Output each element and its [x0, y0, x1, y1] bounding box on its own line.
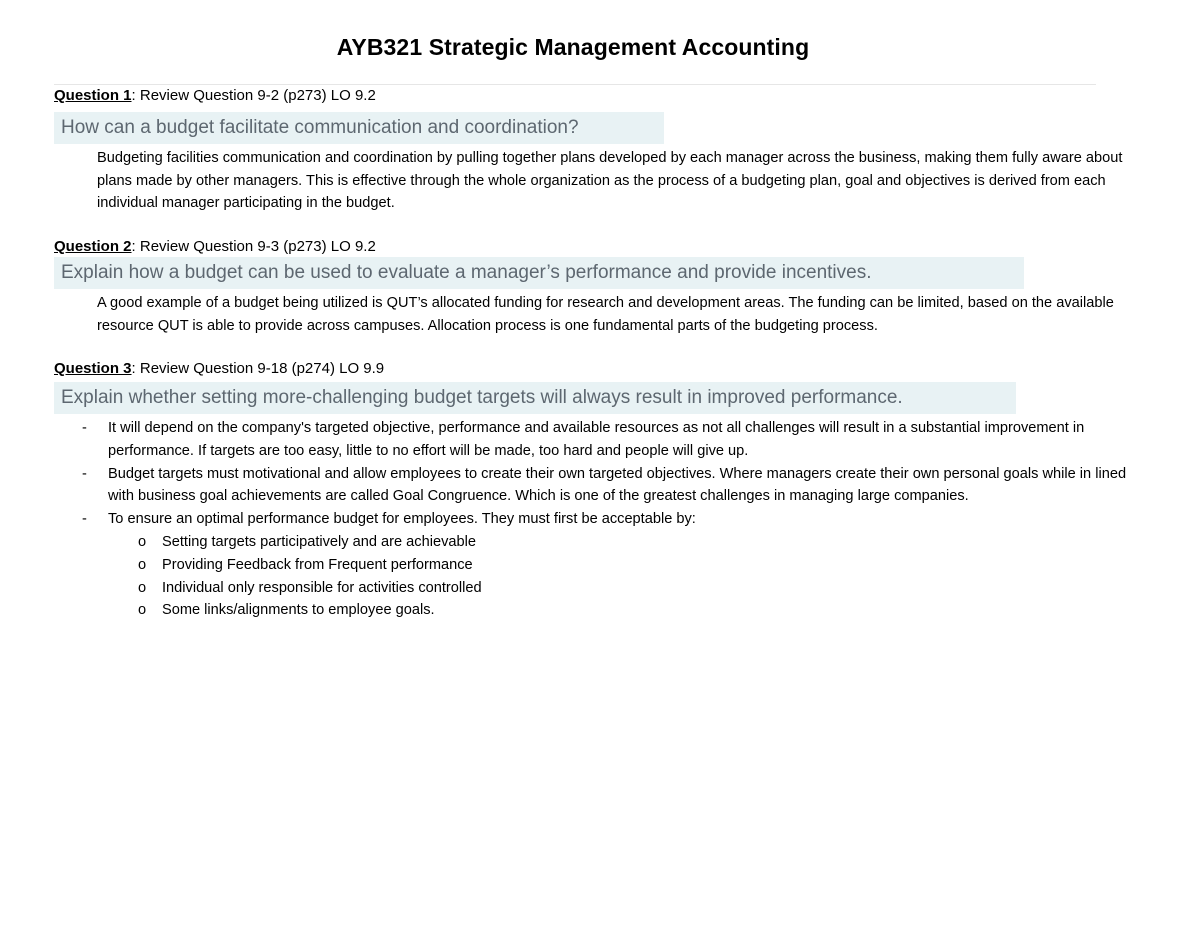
bullet-marker: - [82, 465, 87, 482]
question-3-heading [54, 360, 384, 377]
sub-list-item [108, 599, 1151, 622]
sub-list-item [108, 531, 1151, 554]
list-item [76, 463, 1151, 509]
sub-list-item [108, 554, 1151, 577]
question-3-label: Question 3 [54, 360, 132, 377]
sub-list-item [108, 577, 1151, 600]
bullet-marker: - [82, 511, 87, 528]
question-3-reference: Review Question 9-18 (p274) LO 9.9 [135, 360, 385, 377]
question-2-answer: A good example of a budget being utilized is QUT’s allocated funding for research and development areas. The funding can be limited, based on the available resource QUT is able to provide across campuses. Allocation process is one fundamental parts of the budgeting process. [97, 295, 1114, 334]
question-2-reference: Review Question 9-3 (p273) LO 9.2 [135, 238, 376, 255]
question-3-answer-list [76, 417, 1151, 622]
document-title: AYB321 Strategic Management Accounting [336, 34, 810, 60]
sub-bullet-marker: o [138, 579, 147, 596]
question-2-colon: : [131, 238, 136, 255]
question-1-reference: Review Question 9-2 (p273) LO 9.2 [135, 87, 376, 104]
question-2-label: Question 2 [54, 238, 132, 255]
sub-bullet-marker: o [138, 602, 147, 619]
list-item [76, 508, 1151, 622]
question-3-prompt: Explain whether setting more-challenging budget targets will always result in improved performance. [54, 382, 1016, 414]
sub-list-item-text: Individual only responsible for activities controlled [162, 579, 482, 596]
bullet-marker: - [82, 420, 87, 436]
question-1-prompt: How can a budget facilitate communication and coordination? [54, 112, 664, 144]
list-item-text: Budget targets must motivational and allow employees to create their own targeted objectives. Where managers create their own personal goals while in lined with business goal achievements are called Goal Congruence. Which is one of the greatest challenges in managing large companies. [108, 465, 1127, 505]
title-divider [54, 84, 1096, 85]
sub-bullet-marker: o [138, 556, 147, 573]
question-1-colon: : [131, 87, 136, 104]
list-item-text: To ensure an optimal performance budget for employees. They must first be acceptable by: [108, 511, 696, 528]
list-item-text: It will depend on the company's targeted objective, performance and available resources as not all challenges will result in a substantial improvement in performance. If targets are too easy, little to no effort will be made, too hard and people will give up. [108, 420, 1085, 459]
question-1-heading [54, 87, 376, 104]
sub-list-item-text: Providing Feedback from Frequent performance [162, 556, 473, 573]
sub-list [108, 531, 1151, 622]
question-1-label: Question 1 [54, 87, 132, 104]
question-2-heading [54, 238, 376, 255]
sub-list-item-text: Setting targets participatively and are achievable [162, 533, 476, 550]
question-2-prompt: Explain how a budget can be used to evaluate a manager’s performance and provide incentives. [54, 257, 1024, 289]
question-3-colon: : [131, 360, 136, 377]
question-1-answer: Budgeting facilities communication and coordination by pulling together plans developed by each manager across the business, making them fully aware about plans made by other managers. This is effective through the whole organization as the process of a budgeting plan, goal and objectives is derived from each individual manager participating in the budget. [97, 150, 1123, 211]
list-item [76, 417, 1151, 463]
sub-list-item-text: Some links/alignments to employee goals. [162, 602, 435, 619]
sub-bullet-marker: o [138, 533, 147, 550]
